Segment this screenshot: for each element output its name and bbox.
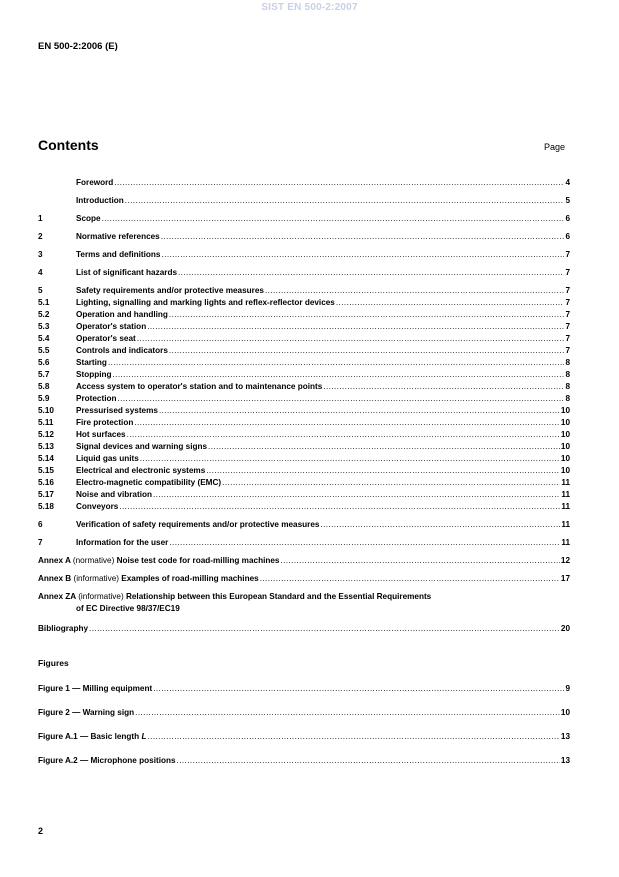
- toc-entry-page: 7: [565, 268, 570, 277]
- dot-leader: [336, 297, 565, 309]
- annex-title: Noise test code for road-milling machines: [116, 556, 280, 565]
- figure-entry[interactable]: [38, 683, 570, 695]
- page-column-label: Page: [544, 142, 566, 152]
- figure-entry-page: 13: [560, 732, 570, 741]
- toc-entry-title: Hot surfaces: [76, 430, 126, 439]
- toc-entry[interactable]: [38, 501, 570, 513]
- toc-entry-number: 5.18: [38, 502, 54, 511]
- figures-heading: Figures: [38, 658, 69, 668]
- toc-entry-number: 5.14: [38, 454, 54, 463]
- toc-entry[interactable]: [38, 177, 570, 189]
- toc-entry-title: List of significant hazards: [76, 268, 177, 277]
- toc-entry-page: 11: [561, 478, 570, 487]
- dot-leader: [102, 213, 565, 225]
- dot-leader: [260, 573, 560, 585]
- toc-entry-title: Electrical and electronic systems: [76, 466, 206, 475]
- toc-entry[interactable]: [38, 297, 570, 309]
- toc-entry-title: Operator's station: [76, 322, 147, 331]
- dot-leader: [177, 755, 560, 767]
- dot-leader: [112, 369, 564, 381]
- toc-entry-title: Operation and handling: [76, 310, 168, 319]
- dot-leader: [169, 537, 560, 549]
- dot-leader: [89, 623, 560, 635]
- figure-entry[interactable]: [38, 731, 570, 743]
- toc-entry-number: 1: [38, 214, 43, 223]
- toc-entry[interactable]: [38, 213, 570, 225]
- figure-entry-page: 10: [560, 708, 570, 717]
- toc-entry[interactable]: [38, 453, 570, 465]
- toc-entry-number: 5.12: [38, 430, 54, 439]
- dot-leader: [161, 231, 565, 243]
- dot-leader: [134, 417, 560, 429]
- toc-entry-number: 5.17: [38, 490, 54, 499]
- toc-entry[interactable]: [38, 393, 570, 405]
- toc-entry-title: Protection: [76, 394, 117, 403]
- toc-entry-number: 7: [38, 538, 43, 547]
- dot-leader: [135, 707, 560, 719]
- toc-entry-number: 3: [38, 250, 43, 259]
- toc-entry-page: 7: [565, 346, 570, 355]
- toc-entry[interactable]: [38, 369, 570, 381]
- toc-entry-title: Starting: [76, 358, 107, 367]
- toc-entry[interactable]: [38, 321, 570, 333]
- toc-entry-number: 5: [38, 286, 43, 295]
- figure-entry[interactable]: [38, 707, 570, 719]
- toc-entry-page: 7: [565, 310, 570, 319]
- annex-entry[interactable]: [38, 555, 570, 567]
- dot-leader: [153, 489, 560, 501]
- page-number: 2: [38, 826, 44, 836]
- toc-entry-page: 11: [561, 520, 570, 529]
- toc-entry-page: 10: [560, 454, 570, 463]
- toc-entry[interactable]: [38, 465, 570, 477]
- dot-leader: [118, 393, 565, 405]
- toc-entry-page: 10: [560, 418, 570, 427]
- toc-entry-page: 7: [565, 250, 570, 259]
- toc-entry-title: Information for the user: [76, 538, 169, 547]
- annex-title: Examples of road-milling machines: [121, 574, 259, 583]
- dot-leader: [140, 453, 560, 465]
- bibliography-page: 20: [560, 624, 570, 633]
- toc-entry-title: Access system to operator's station and to maintenance points: [76, 382, 323, 391]
- annex-kind: (informative): [73, 574, 122, 583]
- toc-entry[interactable]: [38, 441, 570, 453]
- dot-leader: [222, 477, 560, 489]
- toc-entry[interactable]: [38, 357, 570, 369]
- dot-leader: [169, 309, 565, 321]
- dot-leader: [265, 285, 565, 297]
- toc-entry-title: Conveyors: [76, 502, 119, 511]
- watermark: SIST EN 500-2:2007: [261, 2, 358, 13]
- toc-entry-title: Electro-magnetic compatibility (EMC): [76, 478, 222, 487]
- figure-entry-page: 13: [560, 756, 570, 765]
- annex-za-entry[interactable]: [38, 591, 570, 617]
- annex-label: Annex B: [38, 574, 74, 583]
- annex-za-line2: [38, 603, 570, 615]
- toc-entry[interactable]: [38, 381, 570, 393]
- toc-entry[interactable]: [38, 477, 570, 489]
- toc-entry-page: 10: [560, 466, 570, 475]
- toc-entry-title: Introduction: [76, 196, 124, 205]
- annex-entry-page: 19: [170, 604, 180, 613]
- toc-entry-title: Safety requirements and/or protective measures: [76, 286, 264, 295]
- toc-entry-page: 4: [565, 178, 570, 187]
- dot-leader: [161, 249, 564, 261]
- toc-entry-title: Foreword: [76, 178, 114, 187]
- toc-entry-title: Normative references: [76, 232, 160, 241]
- annex-kind: (informative): [78, 592, 126, 601]
- toc-entry-title: Fire protection: [76, 418, 134, 427]
- toc-entry[interactable]: [38, 429, 570, 441]
- toc-entry[interactable]: [38, 405, 570, 417]
- toc-entry-number: 5.3: [38, 322, 50, 331]
- toc-entry-number: 5.10: [38, 406, 54, 415]
- dot-leader: [178, 267, 564, 279]
- toc-entry[interactable]: [38, 267, 570, 279]
- toc-entry-page: 7: [565, 334, 570, 343]
- toc-entry-page: 8: [565, 382, 570, 391]
- toc-entry-number: 5.11: [38, 418, 54, 427]
- toc-entry-title: Scope: [76, 214, 101, 223]
- annex-za-line1: [38, 591, 570, 603]
- toc-entry-number: 5.13: [38, 442, 54, 451]
- toc-entry-page: 7: [565, 298, 570, 307]
- toc-entry[interactable]: [38, 537, 570, 549]
- toc-entry-page: 8: [565, 358, 570, 367]
- dot-leader: [147, 321, 564, 333]
- toc-entry-number: 5.2: [38, 310, 50, 319]
- toc-entry-title: Noise and vibration: [76, 490, 152, 499]
- toc-entry-number: 5.15: [38, 466, 54, 475]
- toc-entry-number: 5.8: [38, 382, 50, 391]
- dot-leader: [127, 429, 560, 441]
- dot-leader: [320, 519, 560, 531]
- annex-kind: (normative): [72, 556, 117, 565]
- toc-entry[interactable]: [38, 417, 570, 429]
- annex-entry-page: 17: [560, 574, 570, 583]
- annex-entry-page: 12: [560, 556, 570, 565]
- toc-entry-number: 5.4: [38, 334, 50, 343]
- toc-entry-title: Controls and indicators: [76, 346, 168, 355]
- toc-entry-title: Lighting, signalling and marking lights and reflex-reflector devices: [76, 298, 335, 307]
- annex-entry-title: [38, 555, 279, 567]
- dot-leader: [125, 195, 565, 207]
- document-id: EN 500-2:2006 (E): [38, 41, 118, 52]
- toc-entry-title: Stopping: [76, 370, 112, 379]
- toc-entry-title: Pressurised systems: [76, 406, 158, 415]
- toc-entry-page: 7: [565, 322, 570, 331]
- toc-entry-page: 8: [565, 394, 570, 403]
- annex-label: Annex ZA: [38, 592, 79, 601]
- toc-entry-number: 5.7: [38, 370, 50, 379]
- dot-leader: [119, 501, 560, 513]
- toc-entry-page: 10: [560, 442, 570, 451]
- figure-entry-title: Figure 2 — Warning sign: [38, 708, 135, 717]
- dot-leader: [206, 465, 560, 477]
- contents-heading: Contents: [38, 137, 99, 153]
- dot-leader: [147, 731, 559, 743]
- annex-title: Relationship between this European Standard and the Essential Requirements: [125, 592, 432, 601]
- figures-list: [38, 683, 570, 779]
- toc-entry[interactable]: [38, 195, 570, 207]
- toc-entry-page: 11: [561, 538, 570, 547]
- toc-entry-number: 5.5: [38, 346, 50, 355]
- annex-title-cont: of EC Directive 98/37/EC: [76, 604, 171, 613]
- annex-label: Annex A: [38, 556, 73, 565]
- toc-entry-title: Operator's seat: [76, 334, 136, 343]
- figure-entry-title: Figure A.1 — Basic length L: [38, 732, 147, 741]
- toc-entry-number: 6: [38, 520, 43, 529]
- bibliography-title: Bibliography: [38, 624, 89, 633]
- toc-entry-page: 10: [560, 406, 570, 415]
- annex-entry[interactable]: [38, 573, 570, 585]
- toc-entry-title: Liquid gas units: [76, 454, 139, 463]
- figure-entry-page: 9: [565, 684, 570, 693]
- toc-entry-title: Terms and definitions: [76, 250, 161, 259]
- toc-entry-title: Signal devices and warning signs: [76, 442, 208, 451]
- toc-entry-page: 11: [561, 490, 570, 499]
- toc-entry[interactable]: [38, 249, 570, 261]
- toc-entry-page: 6: [565, 232, 570, 241]
- toc-entry-page: 7: [565, 286, 570, 295]
- figure-entry[interactable]: [38, 755, 570, 767]
- dot-leader: [280, 555, 559, 567]
- annex-entry-title: [38, 573, 259, 585]
- toc-entry-title: Verification of safety requirements and/or protective measures: [76, 520, 320, 529]
- toc-entry-number: 5.16: [38, 478, 54, 487]
- toc-entry[interactable]: [38, 519, 570, 531]
- bibliography-entry[interactable]: [38, 623, 570, 635]
- dot-leader: [108, 357, 565, 369]
- toc-entry-page: 10: [560, 430, 570, 439]
- figure-entry-title: Figure 1 — Milling equipment: [38, 684, 153, 693]
- dot-leader: [159, 405, 560, 417]
- figure-entry-title: Figure A.2 — Microphone positions: [38, 756, 176, 765]
- toc-entry-number: 5.1: [38, 298, 50, 307]
- dot-leader: [169, 345, 565, 357]
- toc-entry[interactable]: [38, 309, 570, 321]
- toc-entry[interactable]: [38, 231, 570, 243]
- dot-leader: [137, 333, 565, 345]
- dot-leader: [153, 683, 564, 695]
- toc-entry-number: 2: [38, 232, 43, 241]
- toc-entry[interactable]: [38, 345, 570, 357]
- toc-entry-page: 11: [561, 502, 570, 511]
- toc-entry[interactable]: [38, 285, 570, 297]
- toc-entry-page: 5: [565, 196, 570, 205]
- table-of-contents: [38, 177, 570, 635]
- toc-entry-number: 4: [38, 268, 43, 277]
- toc-entry[interactable]: [38, 333, 570, 345]
- toc-entry[interactable]: [38, 489, 570, 501]
- dot-leader: [208, 441, 560, 453]
- toc-entry-page: 8: [565, 370, 570, 379]
- toc-entry-number: 5.6: [38, 358, 50, 367]
- toc-entry-number: 5.9: [38, 394, 50, 403]
- toc-entry-page: 6: [565, 214, 570, 223]
- figure-symbol: L: [141, 732, 147, 741]
- dot-leader: [114, 177, 564, 189]
- dot-leader: [323, 381, 564, 393]
